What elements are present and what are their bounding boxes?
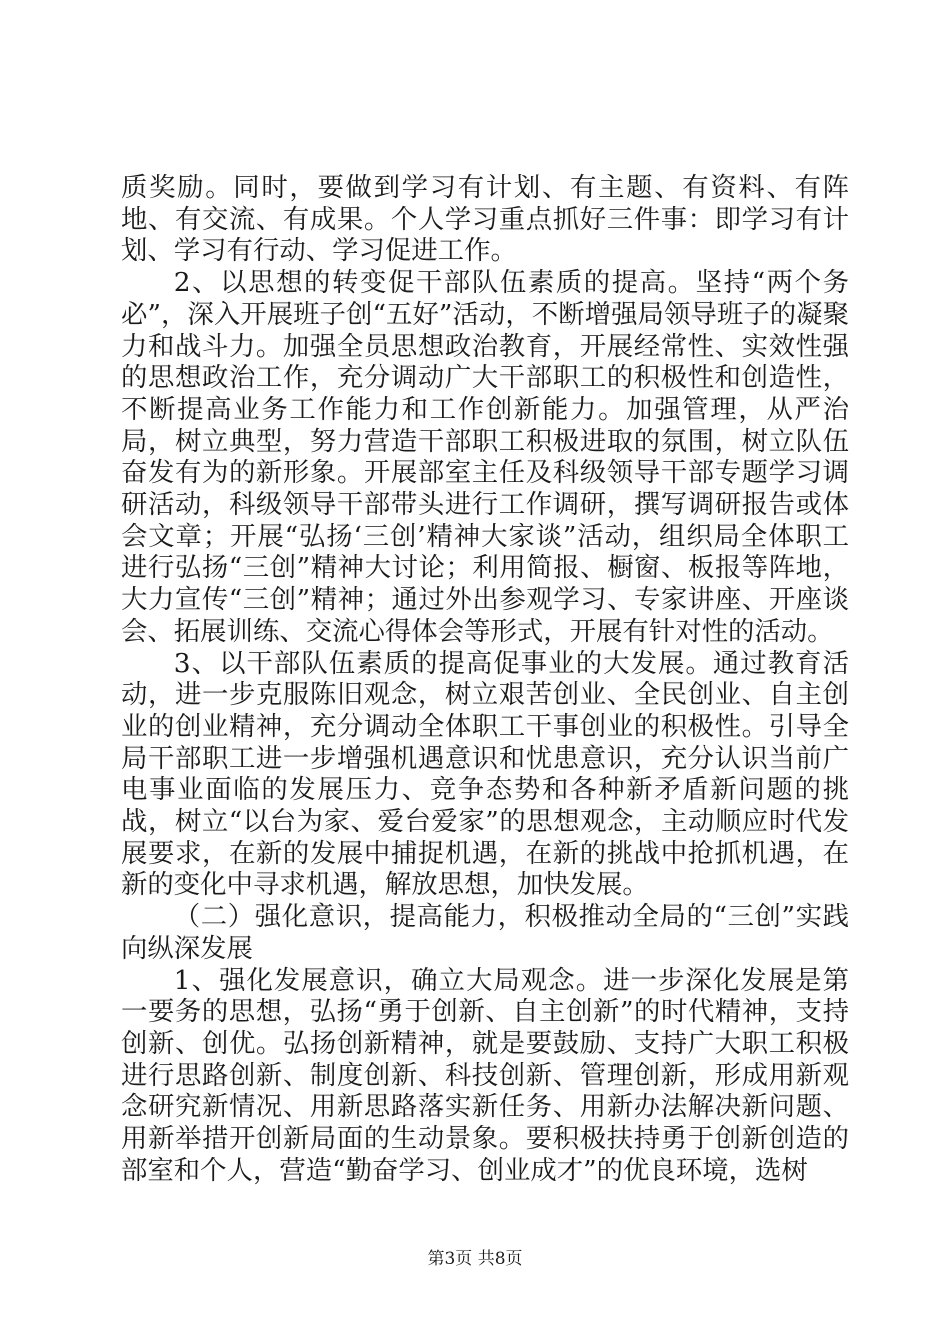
paragraph-1: 质奖励。同时，要做到学习有计划、有主题、有资料、有阵地、有交流、有成果。个人学习重点抓好三件事：即学习有计划、学习有行动、学习促进工作。 bbox=[121, 172, 849, 267]
paragraph-4: 1、强化发展意识，确立大局观念。进一步深化发展是第一要务的思想，弘扬“勇于创新、自主创新”的时代精神，支持创新、创优。弘扬创新精神，就是要鼓励、支持广大职工积极进行思路创新、制度创新、科技创新、管理创新，形成用新观念研究新情况、用新思路落实新任务、用新办法解决新问题、用新举措开创新局面的生动景象。要积极扶持勇于创新创造的部室和个人，营造“勤奋学习、创业成才”的优良环境，选树 bbox=[121, 964, 849, 1186]
section-heading: （二）强化意识，提高能力，积极推动全局的“三创”实践向纵深发展 bbox=[121, 901, 849, 964]
document-body bbox=[121, 172, 849, 1187]
page-number-footer: 第3页 共8页 bbox=[427, 1249, 523, 1269]
paragraph-2: 2、以思想的转变促干部队伍素质的提高。坚持“两个务必”，深入开展班子创“五好”活动，不断增强局领导班子的凝聚力和战斗力。加强全员思想政治教育，开展经常性、实效性强的思想政治工作，充分调动广大干部职工的积极性和创造性，不断提高业务工作能力和工作创新能力。加强管理，从严治局，树立典型，努力营造干部职工积极进取的氛围，树立队伍奋发有为的新形象。开展部室主任及科级领导干部专题学习调研活动，科级领导干部带头进行工作调研，撰写调研报告或体会文章；开展“弘扬‘三创’精神大家谈”活动，组织局全体职工进行弘扬“三创”精神大讨论；利用简报、橱窗、板报等阵地，大力宣传“三创”精神；通过外出参观学习、专家讲座、开座谈会、拓展训练、交流心得体会等形式，开展有针对性的活动。 bbox=[121, 267, 849, 647]
paragraph-3: 3、以干部队伍素质的提高促事业的大发展。通过教育活动，进一步克服陈旧观念，树立艰苦创业、全民创业、自主创业的创业精神，充分调动全体职工干事创业的积极性。引导全局干部职工进一步增强机遇意识和忧患意识，充分认识当前广电事业面临的发展压力、竞争态势和各种新矛盾新问题的挑战，树立“以台为家、爱台爱家”的思想观念，主动顺应时代发展要求，在新的发展中捕捉机遇，在新的挑战中抢抓机遇，在新的变化中寻求机遇，解放思想，加快发展。 bbox=[121, 647, 849, 901]
